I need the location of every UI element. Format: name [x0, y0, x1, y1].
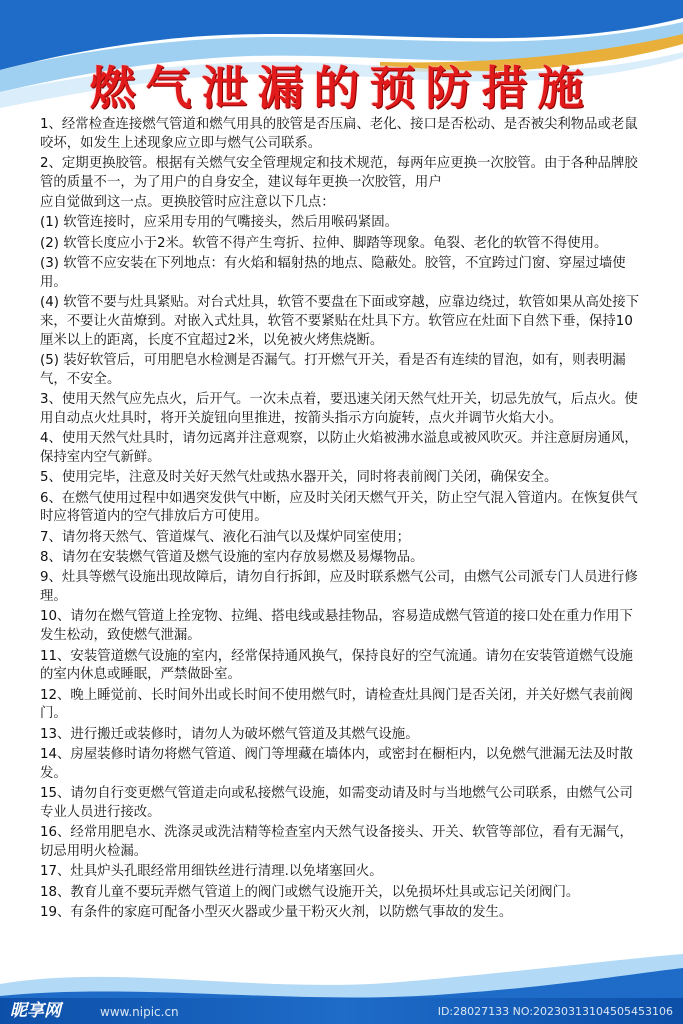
paragraph-13: 13、进行搬迁或装修时，请勿人为破坏燃气管道及其燃气设施。	[40, 726, 419, 742]
paragraph-2: 2、定期更换胶管。根据有关燃气安全管理规定和技术规范，每两年应更换一次胶管。由于各种品牌胶管的质量不一，为了用户的自身安全，建议每年更换一次胶管，用户	[40, 156, 638, 190]
paragraph-15: 15、请勿自行变更燃气管道走向或私接燃气设施，如需变动请及时与当地燃气公司联系，由燃气公司专业人员进行接改。	[40, 786, 633, 820]
watermark-image-id: ID:28027133 NO:20230313104505453106	[437, 1005, 673, 1018]
paragraph-2-item-3: (3) 软管不应安装在下列地点：有火焰和辐射热的地点、隐蔽处。胶管，不宜跨过门窗、穿屋过墙使用。	[40, 256, 626, 290]
body-text	[40, 116, 644, 924]
paragraph-18: 18、教育儿童不要玩弄燃气管道上的阀门或燃气设施开关，以免损坏灶具或忘记关闭阀门。	[40, 884, 580, 900]
paragraph-16: 16、经常用肥皂水、洗涤灵或洗洁精等检查室内天然气设备接头、开关、软管等部位，看有无漏气，切忌用明火检漏。	[40, 825, 633, 859]
watermark-logo: 昵享网	[10, 1001, 61, 1021]
paragraph-2-continued: 应自觉做到这一点。更换胶管时应注意以下几点：	[40, 195, 335, 211]
paragraph-1: 1、经常检查连接燃气管道和燃气用具的胶管是否压扁、老化、接口是否松动、是否被尖利物品或老鼠咬坏，如发生上述现象应立即与燃气公司联系。	[40, 117, 638, 151]
watermark-url: www.nipic.cn	[100, 1005, 179, 1019]
paragraph-2-item-5: (5) 装好软管后，可用肥皂水检测是否漏气。打开燃气开关，看是否有连续的冒泡，如有，则表明漏气，不安全。	[40, 353, 626, 387]
paragraph-19: 19、有条件的家庭可配备小型灭火器或少量干粉灭火剂，以防燃气事故的发生。	[40, 904, 513, 920]
paragraph-7: 7、请勿将天然气、管道煤气、液化石油气以及煤炉同室使用；	[40, 529, 411, 545]
paragraph-11: 11、安装管道燃气设施的室内，经常保持通风换气，保持良好的空气流通。请勿在安装管道燃气设施的室内休息或睡眠，严禁做卧室。	[40, 648, 633, 683]
paragraph-10: 10、请勿在燃气管道上拴宠物、拉绳、搭电线或悬挂物品，容易造成燃气管道的接口处在重力作用下发生松动，致使燃气泄漏。	[40, 609, 633, 644]
paragraph-12: 12、晚上睡觉前、长时间外出或长时间不使用燃气时，请检查灶具阀门是否关闭，并关好燃气表前阀门。	[40, 687, 633, 722]
paragraph-2-item-1: (1) 软管连接时，应采用专用的气嘴接头，然后用喉码紧固。	[40, 215, 398, 231]
paragraph-3: 3、使用天然气应先点火，后开气。一次未点着，要迅速关闭天然气灶开关，切忌先放气，后点火。使用自动点火灶具时，将开关旋钮向里推进，按箭头指示方向旋转，点火并调节火焰大小。	[40, 392, 638, 426]
paragraph-17: 17、灶具炉头孔眼经常用细铁丝进行清理.以免堵塞回火。	[40, 864, 383, 880]
paragraph-4: 4、使用天然气灶具时，请勿远离并注意观察，以防止火焰被沸水溢息或被风吹灭。并注意厨房通风，保持室内空气新鲜。	[40, 431, 638, 466]
paragraph-6: 6、在燃气使用过程中如遇突发供气中断，应及时关闭天燃气开关，防止空气混入管道内。在恢复供气时应将管道内的空气排放后方可使用。	[40, 490, 638, 525]
paragraph-5: 5、使用完毕，注意及时关好天然气灶或热水器开关，同时将表前阀门关闭，确保安全。	[40, 470, 558, 486]
page-title: 燃气泄漏的预防措施	[89, 61, 594, 115]
paragraph-14: 14、房屋装修时请勿将燃气管道、阀门等埋藏在墙体内，或密封在橱柜内，以免燃气泄漏无法及时散发。	[40, 747, 633, 781]
paragraph-2-item-2: (2) 软管长度应小于2米。软管不得产生弯折、拉伸、脚踏等现象。龟裂、老化的软管不得使用。	[40, 235, 608, 251]
paragraph-8: 8、请勿在安装燃气管道及燃气设施的室内存放易燃及易爆物品。	[40, 550, 424, 566]
watermark-bar	[0, 998, 683, 1024]
paragraph-9: 9、灶具等燃气设施出现故障后，请勿自行拆卸，应及时联系燃气公司，由燃气公司派专门人员进行修理。	[40, 570, 638, 605]
paragraph-2-item-4: (4) 软管不要与灶具紧贴。对台式灶具，软管不要盘在下面或穿越，应靠边绕过，软管如果从高处接下来，不要让火苗燎到。对嵌入式灶具，软管不要紧贴在灶具下方。软管应在灶面下自然下垂，保持10厘米以上的距离，长度不宜超过2米，以免被火烤焦烧断。	[40, 295, 640, 348]
